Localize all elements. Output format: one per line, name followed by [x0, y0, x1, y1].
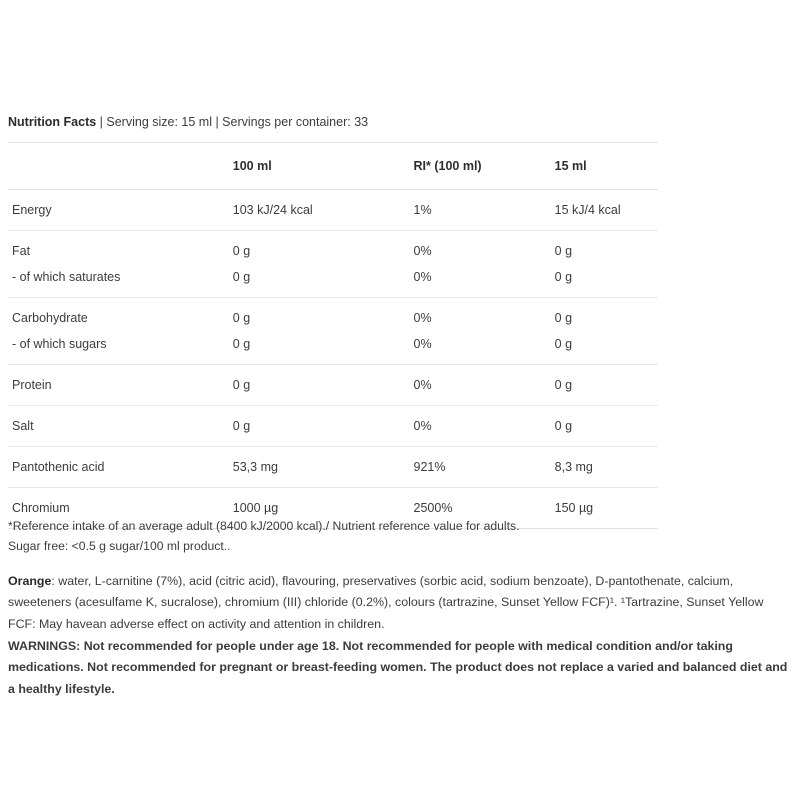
table-header-row [8, 143, 658, 190]
cell-ri: 2500% [414, 488, 555, 529]
cell-ri: 0% [414, 264, 555, 298]
cell-15ml: 150 µg [555, 488, 658, 529]
cell-nutrient: Protein [8, 365, 233, 406]
ingredients-label: Orange [8, 574, 52, 588]
cell-ri: 0% [414, 365, 555, 406]
column-header-ri: RI* (100 ml) [414, 143, 555, 190]
cell-nutrient: Energy [8, 190, 233, 231]
table-row [8, 406, 658, 447]
cell-100ml: 1000 µg [233, 488, 414, 529]
cell-15ml: 8,3 mg [555, 447, 658, 488]
cell-15ml: 0 g [554, 244, 573, 258]
footnote-sugar-free: Sugar free: <0.5 g sugar/100 ml product.. [8, 539, 231, 554]
cell-nutrient: - of which saturates [8, 264, 233, 298]
cell-15ml: 0 g [555, 406, 658, 447]
cell-ri: 0% [414, 406, 555, 447]
column-header-nutrient [8, 143, 233, 190]
cell-nutrient: Pantothenic acid [8, 447, 233, 488]
nutrition-table [8, 142, 658, 529]
nutrition-facts-header [8, 115, 368, 129]
cell-100ml: 0 g [233, 406, 414, 447]
cell-ri: 0% [414, 331, 555, 365]
serving-info: | Serving size: 15 ml | Servings per container: 33 [96, 115, 369, 129]
cell-15ml: 0 g [554, 311, 573, 325]
nutrition-facts-label: Nutrition Facts [8, 115, 97, 129]
column-header-100ml: 100 ml [233, 143, 414, 190]
table-row [8, 264, 658, 298]
table-row [8, 298, 658, 332]
cell-100ml: 53,3 mg [233, 447, 414, 488]
footnote-reference-intake: *Reference intake of an average adult (8400 kJ/2000 kcal)./ Nutrient reference value for adults. [8, 519, 520, 533]
cell-nutrient: Fat [12, 244, 31, 258]
table-row [8, 231, 658, 265]
ingredients-paragraph [8, 571, 792, 635]
cell-nutrient: Chromium [8, 488, 233, 529]
cell-ri: 0% [413, 244, 432, 258]
cell-nutrient: - of which sugars [8, 331, 233, 365]
table-row [8, 190, 658, 231]
cell-15ml: 0 g [555, 264, 658, 298]
cell-100ml: 0 g [233, 264, 414, 298]
cell-15ml: 0 g [555, 331, 658, 365]
footnotes [8, 516, 708, 556]
cell-15ml: 0 g [555, 365, 658, 406]
warnings-text: : Not recommended for people under age 18. Not recommended for people with medical condition and/or taking medications. Not recommended for pregnant or breast-feeding women. The product does not replace a varied and balanced diet and a healthy lifestyle. [8, 639, 788, 696]
column-header-15ml: 15 ml [555, 143, 658, 190]
table-row [8, 331, 658, 365]
cell-nutrient: Carbohydrate [12, 311, 88, 325]
nutrition-table-body [8, 190, 658, 529]
warnings-label: WARNINGS [8, 639, 77, 653]
ingredients-text: : water, L-carnitine (7%), acid (citric acid), flavouring, preservatives (sorbic acid, sodium benzoate), D-pantothenate, calcium, sweeteners (acesulfame K, sucralose), chromium (III) chloride (0.2%), colours (tartrazine, Sunset Yellow FCF)¹. ¹Tartrazine, Sunset Yellow FCF: May havean adverse effect on activity and attention in children. [8, 574, 764, 631]
cell-ri: 921% [414, 447, 555, 488]
cell-100ml: 0 g [233, 331, 414, 365]
cell-100ml: 0 g [232, 311, 251, 325]
warnings-paragraph [8, 636, 792, 700]
cell-nutrient: Salt [8, 406, 233, 447]
nutrition-table-head [8, 143, 658, 190]
cell-100ml: 0 g [233, 365, 414, 406]
cell-ri: 1% [414, 190, 555, 231]
cell-100ml: 103 kJ/24 kcal [233, 190, 414, 231]
cell-15ml: 15 kJ/4 kcal [555, 190, 658, 231]
table-row [8, 365, 658, 406]
cell-ri: 0% [413, 311, 432, 325]
cell-100ml: 0 g [232, 244, 251, 258]
table-row [8, 447, 658, 488]
